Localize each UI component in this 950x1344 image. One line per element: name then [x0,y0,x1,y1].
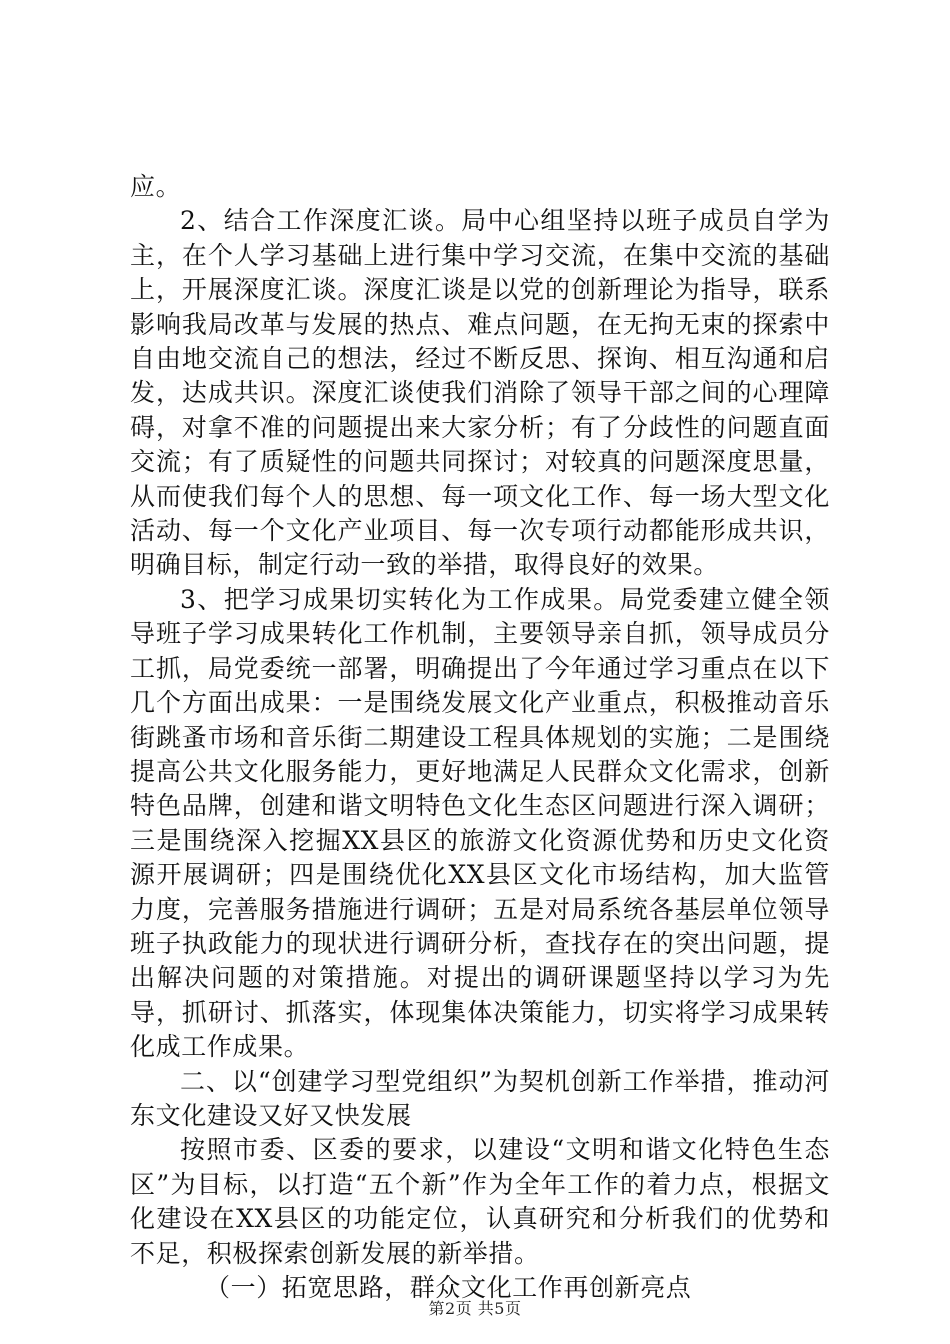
paragraph-learning-results: 3、把学习成果切实转化为工作成果。局党委建立健全领导班子学习成果转化工作机制，主要领导亲自抓，领导成员分工抓，局党委统一部署，明确提出了今年通过学习重点在以下几个方面出成果：一是围绕发展文化产业重点，积极推动音乐街跳蚤市场和音乐街二期建设工程具体规划的实施；二是围绕提高公共文化服务能力，更好地满足人民群众文化需求，创新特色品牌，创建和谐文明特色文化生态区问题进行深入调研；三是围绕深入挖掘XX县区的旅游文化资源优势和历史文化资源开展调研；四是围绕优化XX县区文化市场结构，加大监管力度，完善服务措施进行调研；五是对局系统各基层单位领导班子执政能力的现状进行调研分析，查找存在的突出问题，提出解决问题的对策措施。对提出的调研课题坚持以学习为先导，抓研讨、抓落实，体现集体决策能力，切实将学习成果转化成工作成果。 [130,584,830,1062]
section-heading-two: 二、以“创建学习型党组织”为契机创新工作举措，推动河东文化建设又好又快发展 [130,1066,830,1130]
paragraph-requirements: 按照市委、区委的要求，以建设“文明和谐文化特色生态区”为目标，以打造“五个新”作为全年工作的着力点，根据文化建设在XX县区的功能定位，认真研究和分析我们的优势和不足，积极探索创新发展的新举措。 [130,1135,830,1268]
paragraph-deep-talk: 2、结合工作深度汇谈。局中心组坚持以班子成员自学为主，在个人学习基础上进行集中学习交流，在集中交流的基础上，开展深度汇谈。深度汇谈是以党的创新理论为指导，联系影响我局改革与发展的热点、难点问题，在无拘无束的探索中自由地交流自己的想法，经过不断反思、探询、相互沟通和启发，达成共识。深度汇谈使我们消除了领导干部之间的心理障碍，对拿不准的问题提出来大家分析；有了分歧性的问题直面交流；有了质疑性的问题共同探讨；对较真的问题深度思量，从而使我们每个人的思想、每一项文化工作、每一场大型文化活动、每一个文化产业项目、每一次专项行动都能形成共识，明确目标，制定行动一致的举措，取得良好的效果。 [130,206,830,580]
document-body [130,170,830,1305]
paragraph-continuation: 应。 [130,172,182,201]
page-number-footer: 第2页 共5页 [428,1299,522,1318]
subsection-heading-one: （一）拓宽思路，群众文化工作再创新亮点 [205,1273,692,1302]
